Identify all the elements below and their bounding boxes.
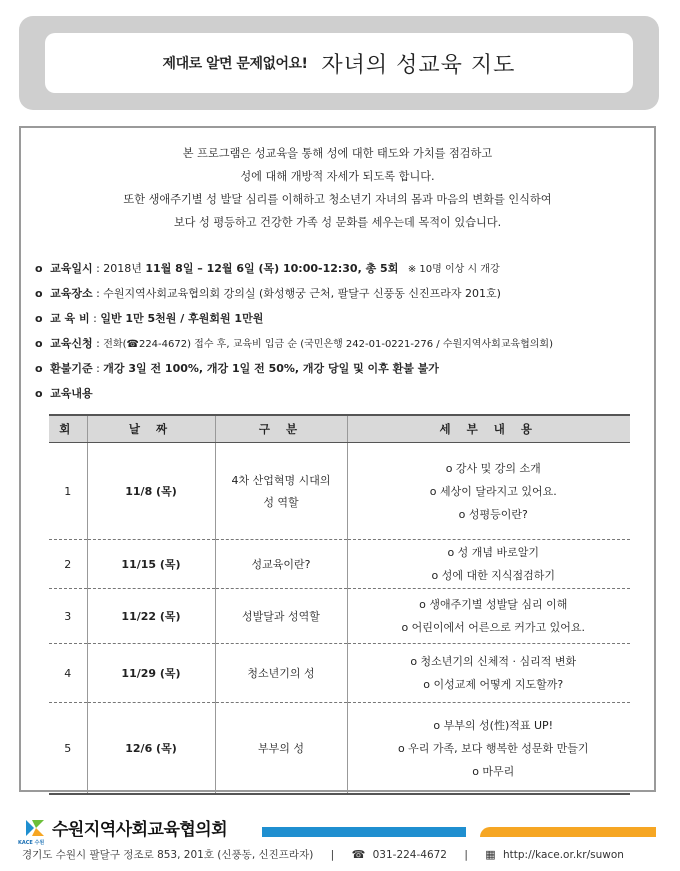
separator: | — [464, 849, 468, 861]
intro-line: 본 프로그램은 성교육을 통해 성에 대한 태도와 가치를 점검하고 — [182, 147, 493, 160]
session-category: 4차 산업혁명 시대의 성 역할 — [215, 443, 347, 540]
intro-line: 보다 성 평등하고 건강한 가족 성 문화를 세우는데 목적이 있습니다. — [173, 216, 502, 229]
schedule-note: ※ 10명 이상 시 개강 — [407, 264, 500, 275]
session-no: 5 — [49, 703, 87, 795]
web-icon: ▦ — [485, 848, 496, 861]
session-details: o 청소년기의 신체적 · 심리적 변화 o 이성교제 어떻게 지도할까? — [347, 644, 630, 703]
info-label: 교 육 비 — [50, 312, 90, 325]
kace-logo-icon — [24, 818, 46, 838]
session-date: 11/15 (목) — [87, 540, 215, 589]
header-date: 날 짜 — [87, 415, 215, 443]
refund-value: 개강 3일 전 100%, 개강 1일 전 50%, 개강 당일 및 이후 환불 불가 — [103, 362, 439, 375]
footer — [0, 815, 680, 871]
session-category: 성발달과 성역할 — [215, 589, 347, 644]
fee-value: 일반 1만 5천원 / 후원회원 1만원 — [100, 312, 264, 325]
place-value: 수원지역사회교육협의회 강의실 (화성행궁 근처, 팔달구 신풍동 신진프라자 201호) — [103, 287, 501, 300]
schedule-table — [49, 414, 630, 795]
title-banner — [19, 16, 659, 110]
session-category: 부부의 성 — [215, 703, 347, 795]
info-label: 환불기준 — [50, 362, 93, 375]
session-date: 11/22 (목) — [87, 589, 215, 644]
title-box — [45, 33, 633, 93]
info-content: o 교육내용 — [35, 387, 93, 400]
decor-bar-orange — [480, 827, 656, 837]
table-row — [49, 644, 630, 703]
phone-number: 031-224-4672 — [372, 849, 447, 861]
website-link[interactable]: http://kace.or.kr/suwon — [502, 849, 624, 861]
session-category: 성교육이란? — [215, 540, 347, 589]
session-date: 11/8 (목) — [87, 443, 215, 540]
schedule-year: 2018년 — [103, 262, 142, 275]
session-no: 4 — [49, 644, 87, 703]
header-no: 회 — [49, 415, 87, 443]
separator: | — [330, 849, 335, 861]
content-box — [19, 126, 656, 792]
page-title: 자녀의 성교육 지도 — [321, 52, 516, 78]
session-no: 2 — [49, 540, 87, 589]
decor-bar-blue — [262, 827, 466, 837]
table-header-row — [49, 415, 630, 443]
apply-value: 전화(☎224-4672) 접수 후, 교육비 입금 순 (국민은행 242-01-0221-276 / 수원지역사회교육협의회) — [103, 339, 553, 350]
table-row — [49, 703, 630, 795]
info-label: 교육내용 — [50, 387, 93, 400]
session-details: o 강사 및 강의 소개 o 세상이 달라지고 있어요. o 성평등이란? — [347, 443, 630, 540]
address: 경기도 수원시 팔달구 정조로 853, 201호 (신풍동, 신진프라자) — [22, 849, 314, 861]
session-no: 3 — [49, 589, 87, 644]
session-details: o 생애주기별 성발달 심리 이해 o 어린이에서 어른으로 커가고 있어요. — [347, 589, 630, 644]
info-label: 교육신청 — [50, 337, 93, 350]
info-list — [35, 256, 645, 406]
schedule-period: 11월 8일 – 12월 6일 (목) 10:00-12:30, 총 5회 — [145, 262, 399, 275]
session-details: o 성 개념 바로알기 o 성에 대한 지식점검하기 — [347, 540, 630, 589]
info-label: 교육일시 — [50, 262, 93, 275]
session-date: 12/6 (목) — [87, 703, 215, 795]
info-label: 교육장소 — [50, 287, 93, 300]
intro-line: 또한 생애주기별 성 발달 심리를 이해하고 청소년기 자녀의 몸과 마음의 변화를 인식하여 — [123, 193, 552, 206]
info-place: o 교육장소 : 수원지역사회교육협의회 강의실 (화성행궁 근처, 팔달구 신풍동 신진프라자 201호) — [35, 287, 501, 300]
header-category: 구 분 — [215, 415, 347, 443]
contact-row — [22, 847, 624, 862]
table-row — [49, 589, 630, 644]
session-date: 11/29 (목) — [87, 644, 215, 703]
session-category: 청소년기의 성 — [215, 644, 347, 703]
org-name: 수원지역사회교육협의회 — [52, 820, 228, 840]
header-details: 세 부 내 용 — [347, 415, 630, 443]
session-no: 1 — [49, 443, 87, 540]
phone-icon: ☎ — [351, 848, 366, 861]
intro-line: 성에 대해 개방적 자세가 되도록 합니다. — [240, 170, 435, 183]
info-schedule: o 교육일시 : 2018년 11월 8일 – 12월 6일 (목) 10:00-12:30, 총 5회 ※ 10명 이상 시 개강 — [35, 262, 500, 275]
session-details: o 부부의 성(性)적표 UP! o 우리 가족, 보다 행복한 성문화 만들기 o 마무리 — [347, 703, 630, 795]
table-row — [49, 443, 630, 540]
info-refund: o 환불기준 : 개강 3일 전 100%, 개강 1일 전 50%, 개강 당일 및 이후 환불 불가 — [35, 362, 439, 375]
intro-text — [21, 142, 654, 234]
table-row — [49, 540, 630, 589]
info-fee: o 교 육 비 : 일반 1만 5천원 / 후원회원 1만원 — [35, 312, 264, 325]
page-subtitle: 제대로 알면 문제없어요! — [162, 56, 308, 72]
logo-caption: KACE 수원 — [18, 840, 45, 846]
info-apply: o 교육신청 : 전화(☎224-4672) 접수 후, 교육비 입금 순 (국민은행 242-01-0221-276 / 수원지역사회교육협의회) — [35, 337, 553, 350]
